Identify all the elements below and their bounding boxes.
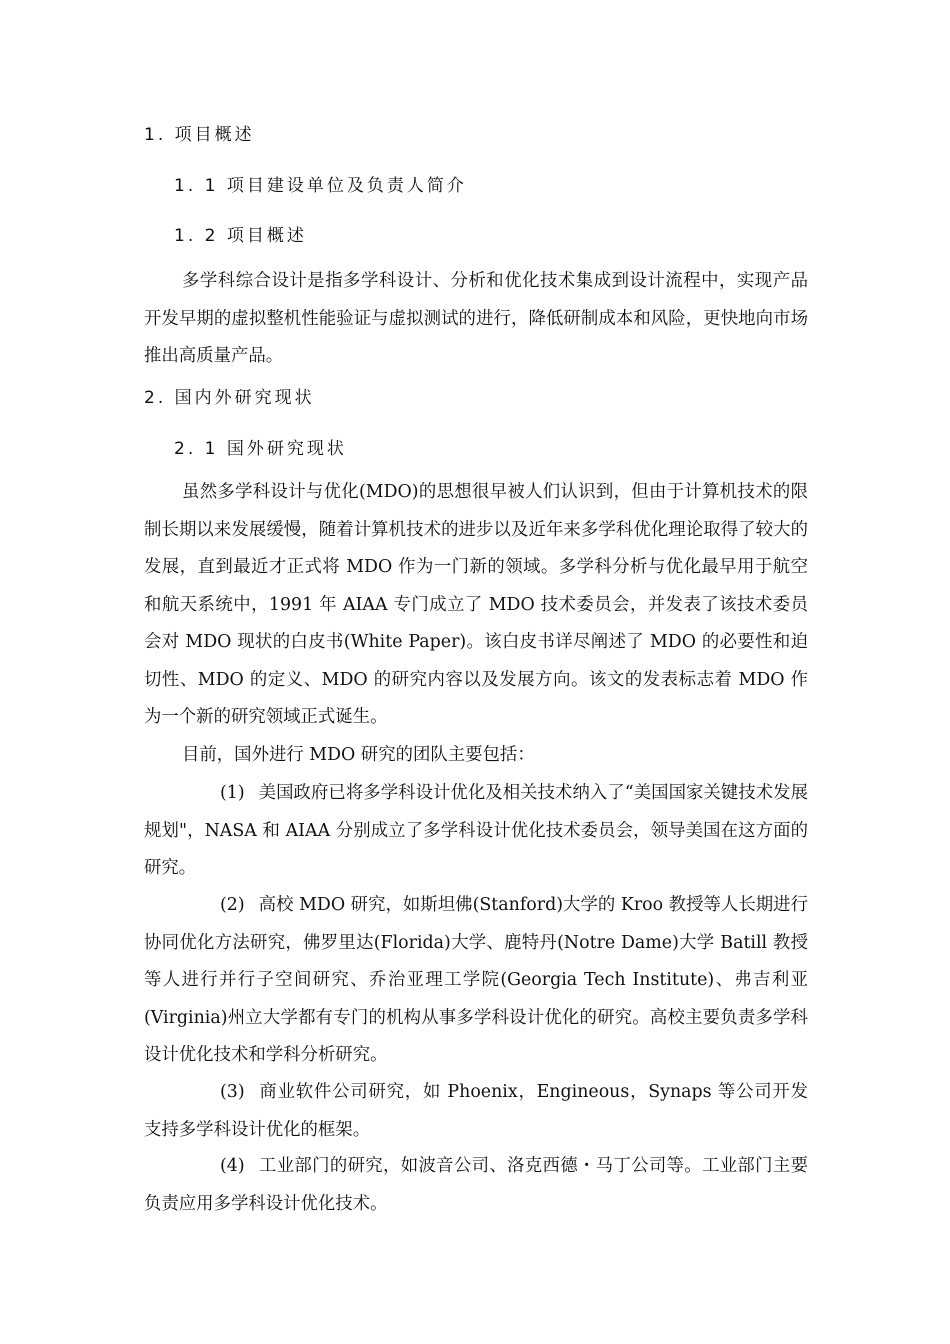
list-item-number: (2) — [220, 895, 245, 915]
foreign-status-paragraph: 虽然多学科设计与优化(MDO)的思想很早被人们认识到，但由于计算机技术的限制长期以来发展缓慢，随着计算机技术的进步以及近年来多学科优化理论取得了较大的发展，直到最近才正式将 MDO 作为一门新的领域。多学科分析与优化最早用于航空和航天系统中，1991 年 AIAA 专门成立了 MDO 技术委员会，并发表了该技术委员会对 MDO 现状的白皮书(White Paper)。该白皮书详尽阐述了 MDO 的必要性和迫切性、MDO 的定义、MDO 的研究内容以及发展方向。该文的发表标志着 MDO 作为一个新的研究领域正式诞生。 — [144, 482, 808, 727]
list-item-number: (4) — [220, 1156, 245, 1176]
teams-intro-paragraph: 目前，国外进行 MDO 研究的团队主要包括： — [182, 745, 535, 765]
list-item — [144, 1148, 808, 1223]
list-item-text: 高校 MDO 研究，如斯坦佛(Stanford)大学的 Kroo 教授等人长期进行协同优化方法研究，佛罗里达(Florida)大学、鹿特丹(Notre Dame)大学 Batill 教授等人进行并行子空间研究、乔治亚理工学院(Georgia Tech Institute)、弗吉利亚(Virginia)州立大学都有专门的机构从事多学科设计优化的研究。高校主要负责多学科设计优化技术和学科分析研究。 — [144, 895, 808, 1065]
list-item-text: 商业软件公司研究，如 Phoenix，Engineous，Synaps 等公司开发支持多学科设计优化的框架。 — [144, 1082, 808, 1140]
section-heading-2: 2. 国内外研究现状 — [144, 388, 315, 408]
list-item — [144, 1074, 808, 1149]
overview-paragraph: 多学科综合设计是指多学科设计、分析和优化技术集成到设计流程中，实现产品开发早期的虚拟整机性能验证与虚拟测试的进行，降低研制成本和风险，更快地向市场推出高质量产品。 — [144, 271, 808, 366]
subsection-heading-1-2: 1. 2 项目概述 — [174, 226, 307, 246]
list-item — [144, 887, 808, 1075]
section-heading-1: 1. 项目概述 — [144, 125, 255, 145]
list-item-number: (3) — [220, 1082, 245, 1102]
subsection-heading-2-1: 2. 1 国外研究现状 — [174, 439, 347, 459]
list-item-number: (1) — [220, 783, 245, 803]
list-item-text: 工业部门的研究，如波音公司、洛克西德・马丁公司等。工业部门主要负责应用多学科设计优化技术。 — [144, 1156, 808, 1214]
list-item-text: 美国政府已将多学科设计优化及相关技术纳入了“美国国家关键技术发展规划"，NASA 和 AIAA 分别成立了多学科设计优化技术委员会，领导美国在这方面的研究。 — [144, 783, 808, 878]
subsection-heading-1-1: 1. 1 项目建设单位及负责人简介 — [174, 176, 467, 196]
list-item — [144, 775, 808, 888]
